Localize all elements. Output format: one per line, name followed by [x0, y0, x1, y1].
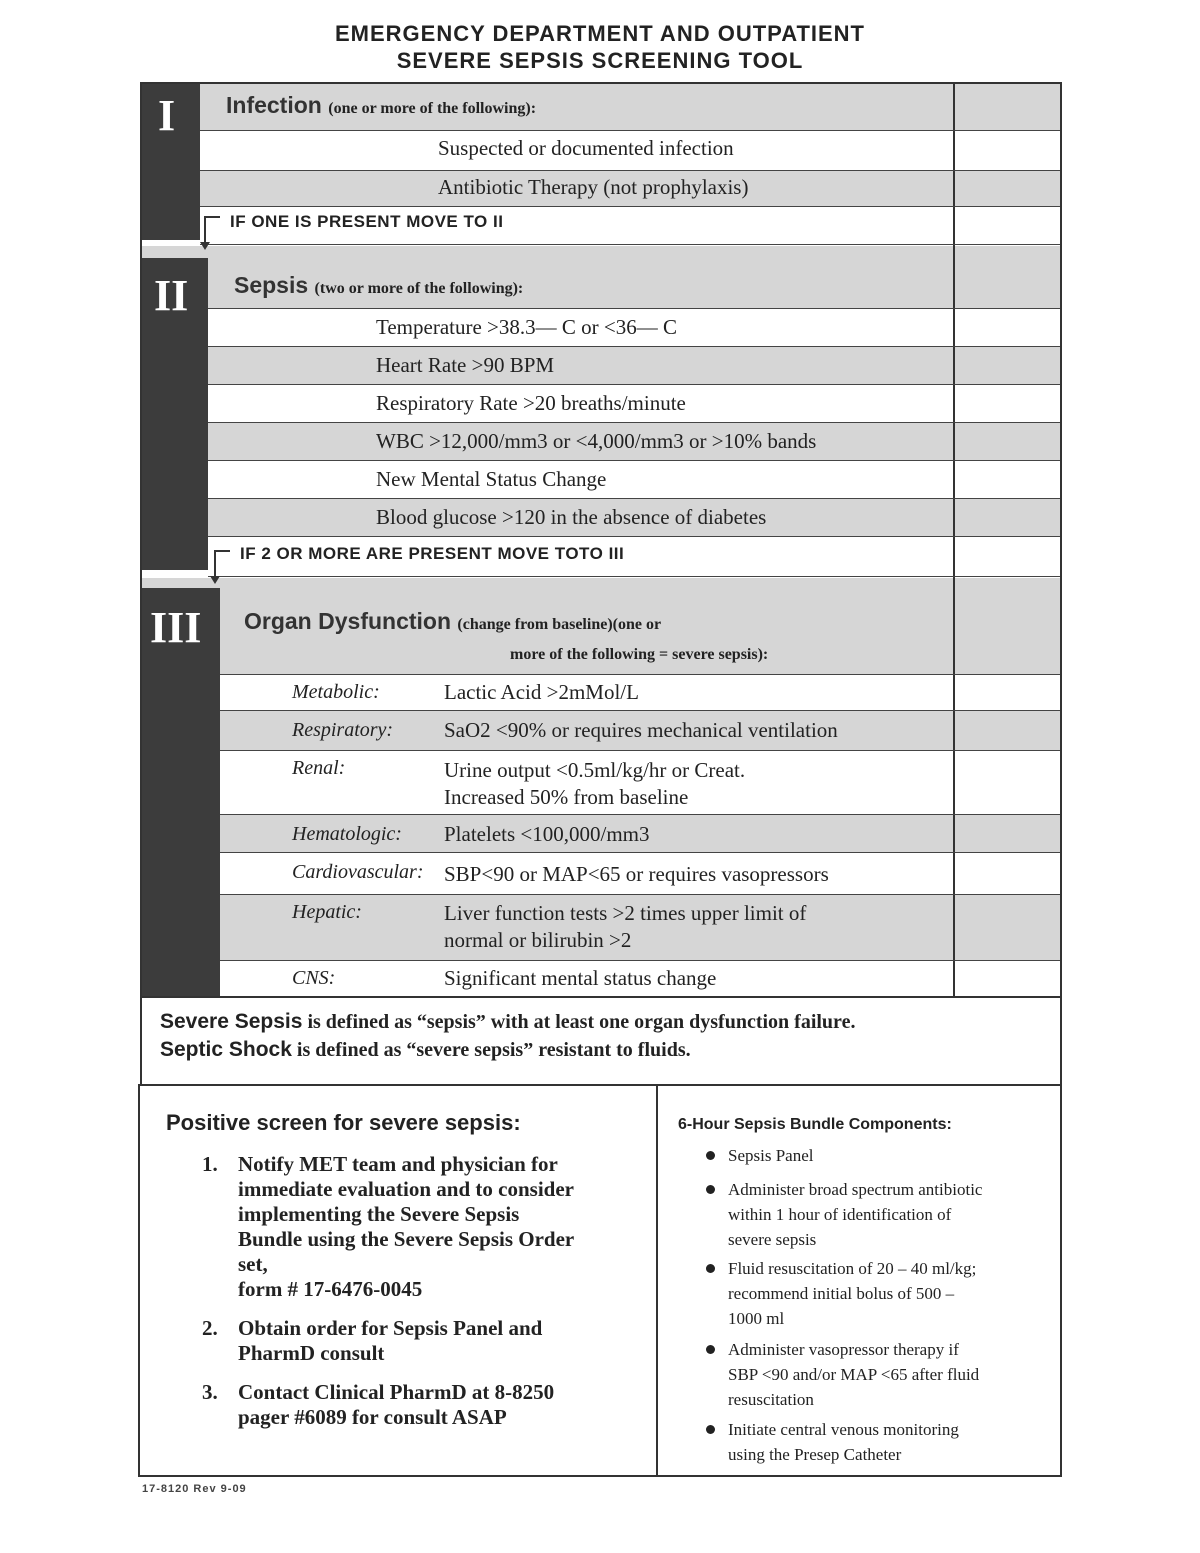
bundle-item: [728, 1143, 1048, 1168]
organ-criterion: SaO2 <90% or requires mechanical ventilation: [444, 718, 838, 742]
down-arrow-icon: [204, 216, 220, 244]
organ-category-label: Renal:: [292, 757, 346, 779]
band-gap-1: [142, 246, 1060, 258]
definition-septic-shock: [160, 1038, 691, 1062]
rule: [200, 130, 1060, 131]
panel-divider: [656, 1086, 658, 1475]
bundle-item-text: Sepsis Panel: [728, 1146, 814, 1165]
term-septic-shock: Septic Shock: [160, 1038, 292, 1061]
sepsis-item: Blood glucose >120 in the absence of diabetes: [376, 505, 767, 529]
organ-category-label: Metabolic:: [292, 681, 380, 703]
rule: [220, 894, 1060, 895]
screening-table: [140, 82, 1062, 998]
rule: [220, 710, 1060, 711]
rule: [208, 346, 1060, 347]
organ-criterion: Platelets <100,000/mm3: [444, 822, 650, 846]
rule: [208, 576, 1060, 577]
bundle-item: [728, 1177, 1048, 1252]
form-number-footer: 17-8120 Rev 9-09: [142, 1483, 247, 1495]
bundle-item-text: Initiate central venous monitoring using the Presep Catheter: [728, 1420, 959, 1464]
bundle-item: [728, 1256, 1048, 1331]
rule: [208, 536, 1060, 537]
bullet-icon: [706, 1151, 715, 1160]
sepsis-item: Temperature >38.3— C or <36— C: [376, 315, 677, 339]
organ-category-label: Cardiovascular:: [292, 861, 424, 883]
organ-criterion: Urine output <0.5ml/kg/hr or Creat.: [444, 758, 746, 782]
step-text: Notify MET team and physician for immediate evaluation and to consider implementing the Severe Sepsis Bundle using the Severe Sepsis Order set, form # 17-6476-0045: [238, 1152, 575, 1301]
infection-heading: [226, 92, 536, 119]
organ-category-label: Respiratory:: [292, 719, 394, 741]
section-2-numeral: II: [154, 271, 189, 320]
move-instruction-1: IF ONE IS PRESENT MOVE TO II: [230, 212, 504, 231]
infection-heading-note: (one or more of the following):: [328, 100, 537, 117]
bullet-icon: [706, 1264, 715, 1273]
step-number: 3.: [202, 1380, 218, 1404]
sepsis-heading-note: (two or more of the following):: [314, 280, 524, 297]
section-1-numeral: I: [158, 91, 176, 140]
down-arrow-icon: [214, 550, 230, 578]
definition-text-1: is defined as “sepsis” with at least one organ dysfunction failure.: [307, 1011, 856, 1033]
rule: [208, 460, 1060, 461]
sepsis-item: Heart Rate >90 BPM: [376, 353, 555, 377]
action-panel: [138, 1084, 1062, 1477]
positive-screen-title: Positive screen for severe sepsis:: [166, 1110, 521, 1135]
infection-item: Antibiotic Therapy (not prophylaxis): [438, 175, 749, 199]
definition-severe-sepsis: [160, 1010, 855, 1034]
definitions-box: [140, 998, 1062, 1086]
rule: [208, 384, 1060, 385]
bundle-item-text: Fluid resuscitation of 20 – 40 ml/kg; recommend initial bolus of 500 – 1000 ml: [728, 1259, 977, 1328]
bullet-icon: [706, 1185, 715, 1194]
step-number: 2.: [202, 1316, 218, 1340]
organ-dysfunction-heading: [244, 608, 661, 635]
organ-criterion: Significant mental status change: [444, 966, 717, 990]
rule: [220, 674, 1060, 675]
rule: [200, 244, 1060, 245]
organ-category-label: Hematologic:: [292, 823, 402, 845]
rule: [208, 308, 1060, 309]
bullet-icon: [706, 1345, 715, 1354]
band-sepsis-item-2: [208, 346, 1060, 384]
step-text: Contact Clinical PharmD at 8-8250 pager #6089 for consult ASAP: [238, 1380, 555, 1429]
organ-heading-note-1: (change from baseline)(one or: [457, 616, 662, 633]
organ-criterion-continued: Increased 50% from baseline: [444, 785, 689, 809]
rule: [200, 170, 1060, 171]
title-line-1: EMERGENCY DEPARTMENT AND OUTPATIENT: [334, 21, 865, 46]
rule: [220, 960, 1060, 961]
rule: [220, 852, 1060, 853]
sepsis-item: Respiratory Rate >20 breaths/minute: [376, 391, 686, 415]
sepsis-heading: [234, 272, 523, 299]
move-instruction-2: IF 2 OR MORE ARE PRESENT MOVE TOTO III: [240, 544, 625, 563]
bundle-title: 6-Hour Sepsis Bundle Components:: [678, 1116, 952, 1133]
organ-criterion: Lactic Acid >2mMol/L: [444, 680, 639, 704]
step-text: Obtain order for Sepsis Panel and PharmD consult: [238, 1316, 543, 1365]
section-3-numeral: III: [150, 603, 202, 652]
infection-item: Suspected or documented infection: [438, 136, 734, 160]
form-title: [0, 20, 1200, 74]
title-line-2: SEVERE SEPSIS SCREENING TOOL: [396, 48, 804, 73]
bundle-item-text: Administer vasopressor therapy if SBP <90 and/or MAP <65 after fluid resuscitation: [728, 1340, 980, 1409]
rule: [220, 750, 1060, 751]
check-column-divider: [953, 84, 955, 996]
term-severe-sepsis: Severe Sepsis: [160, 1010, 303, 1033]
bundle-item: [728, 1417, 1048, 1467]
sepsis-heading-text: Sepsis: [234, 272, 309, 298]
organ-category-label: Hepatic:: [292, 901, 362, 923]
step-number: 1.: [202, 1152, 218, 1176]
sepsis-item: New Mental Status Change: [376, 467, 607, 491]
organ-criterion-continued: normal or bilirubin >2: [444, 928, 632, 952]
rule: [208, 498, 1060, 499]
organ-heading-text: Organ Dysfunction: [244, 608, 452, 634]
sepsis-item: WBC >12,000/mm3 or <4,000/mm3 or >10% bands: [376, 429, 817, 453]
organ-category-label: CNS:: [292, 967, 336, 989]
organ-criterion: SBP<90 or MAP<65 or requires vasopressors: [444, 862, 829, 886]
band-gap-2: [142, 578, 1060, 588]
rule: [200, 206, 1060, 207]
bullet-icon: [706, 1425, 715, 1434]
bundle-item-text: Administer broad spectrum antibiotic within 1 hour of identification of severe sepsis: [728, 1180, 983, 1249]
definition-text-2: is defined as “severe sepsis” resistant to fluids.: [296, 1039, 691, 1061]
rule: [220, 814, 1060, 815]
organ-criterion: Liver function tests >2 times upper limit of: [444, 901, 807, 925]
infection-heading-text: Infection: [226, 92, 322, 118]
rule: [208, 422, 1060, 423]
organ-heading-note-2: more of the following = severe sepsis):: [510, 646, 769, 663]
bundle-item: [728, 1337, 1048, 1412]
